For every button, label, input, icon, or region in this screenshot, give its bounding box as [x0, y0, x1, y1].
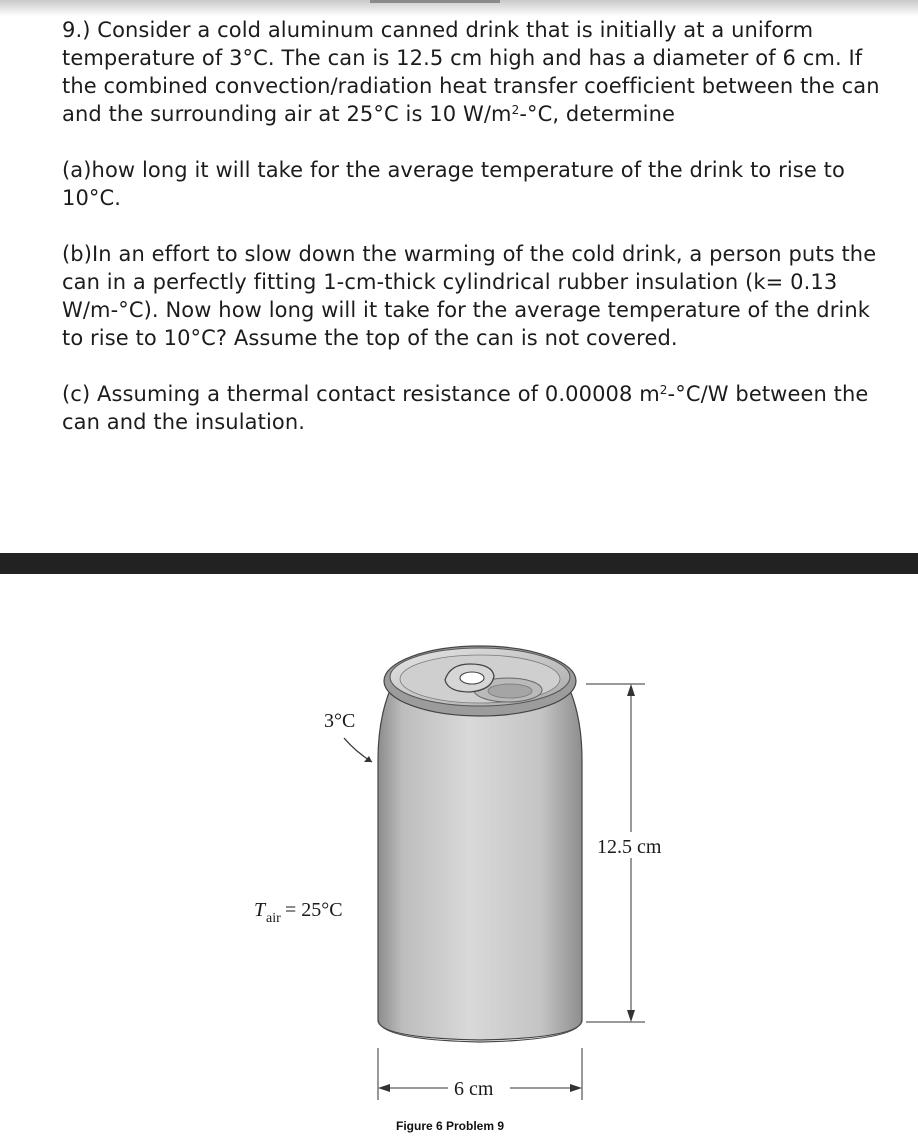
- can-body: [378, 646, 582, 1042]
- top-shadow: [0, 0, 918, 16]
- temp-pointer: [324, 710, 372, 762]
- figure-caption: Figure 6 Problem 9: [396, 1119, 505, 1133]
- diameter-dimension: [378, 1048, 582, 1100]
- figure-can: [0, 574, 918, 1138]
- part-b: (b)In an effort to slow down the warming of the cold drink, a person puts the can in a perfectly fitting 1-cm-thick cylindrical rubber insulation (k= 0.13 W/m-°C). Now how long will it take for the average temperature of the drink to rise to 10°C? Assume the top of the can is not covered.: [62, 242, 877, 350]
- part-c: (c) Assuming a thermal contact resistance of 0.00008 $m^2-^\circ C/W$ between the can and the insulation.: [62, 382, 869, 434]
- part-a: (a)how long it will take for the average temperature of the drink to rise to 10°C.: [62, 158, 845, 210]
- height-label: 12.5 cm: [597, 836, 662, 858]
- air-subscript: air: [266, 911, 281, 926]
- air-symbol: T: [254, 899, 266, 921]
- top-edge-bar: [370, 0, 500, 3]
- diameter-label: 6 cm: [454, 1078, 494, 1100]
- height-dimension: [586, 684, 675, 1022]
- initial-temp-label: 3°C: [324, 710, 356, 732]
- problem-intro: 9.) Consider a cold aluminum canned drink that is initially at a uniform temperature of 3°C. The can is 12.5 cm high and has a diameter of 6 cm. If the combined convection/radiation heat transfer coefficient between the can and the surrounding air at 25°C is 10 $W/m^2-^\circ C$, determine: [62, 18, 880, 126]
- air-temp-label: [254, 899, 343, 926]
- air-temp-value: = 25°C: [285, 899, 343, 921]
- problem-text: [62, 16, 882, 464]
- section-divider: [0, 553, 918, 574]
